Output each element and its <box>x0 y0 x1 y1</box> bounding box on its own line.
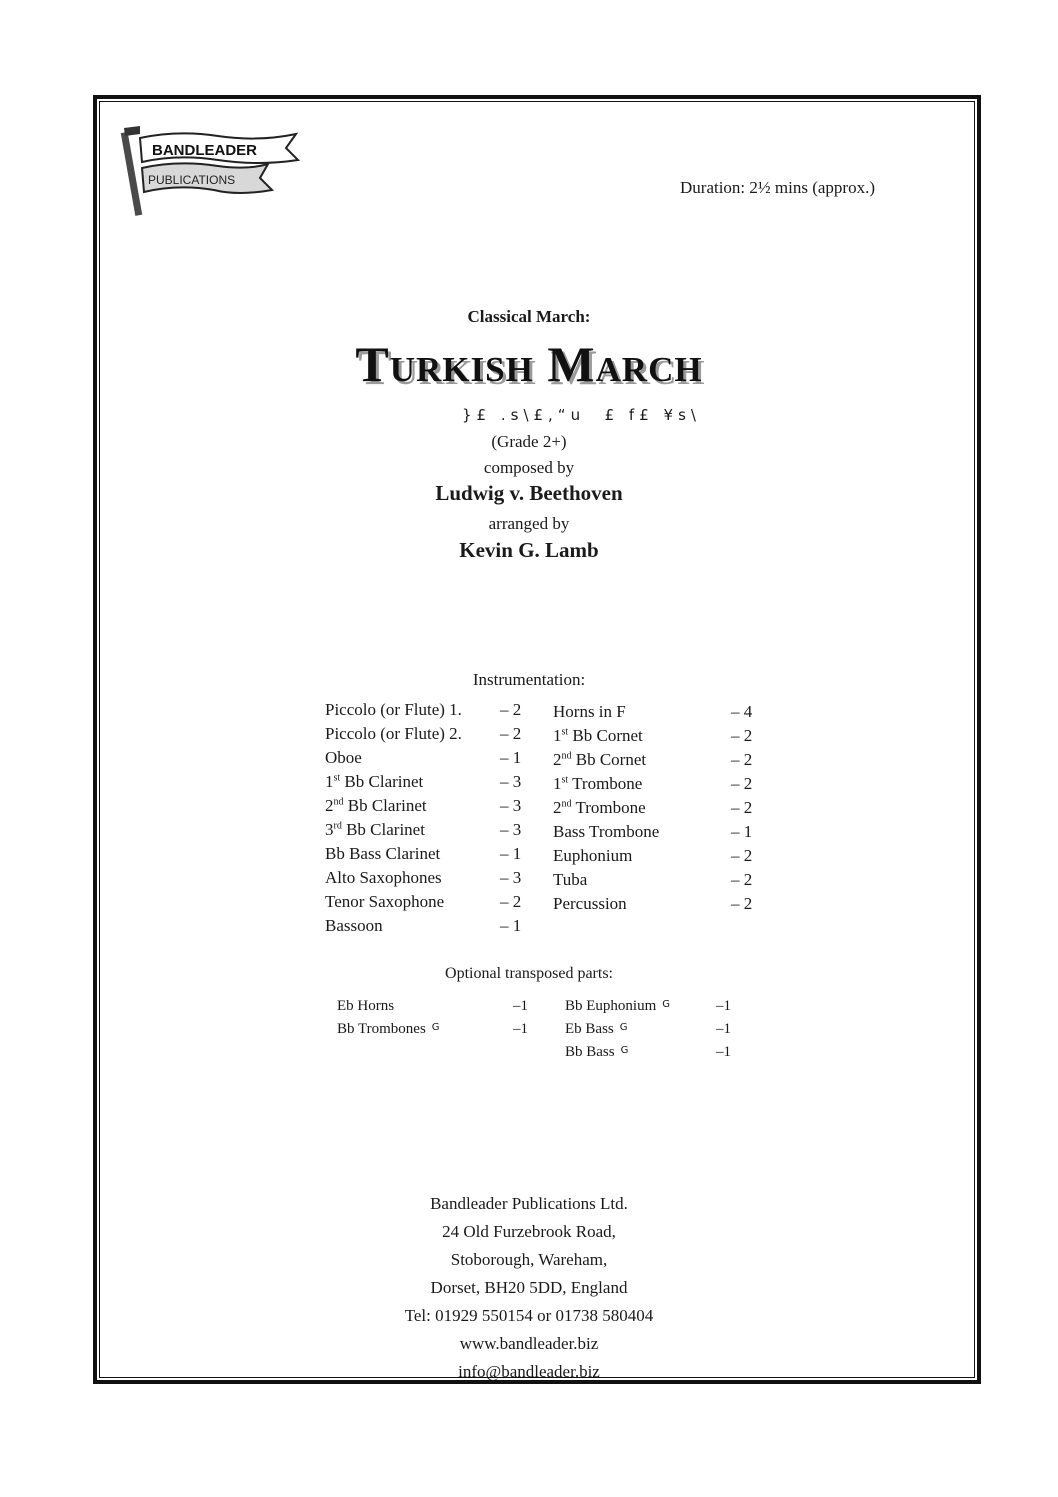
arranged-by-label: arranged by <box>488 514 570 533</box>
optional-part-quantity: –1 <box>513 998 528 1014</box>
instrument-name: 1st Trombone <box>553 774 643 793</box>
instrument-name: Oboe <box>325 748 362 767</box>
instrument-row <box>553 870 763 894</box>
optional-part-marker: G <box>620 1045 629 1056</box>
address-line: www.bandleader.biz <box>459 1334 599 1353</box>
ordinal-suffix: st <box>333 772 341 784</box>
instrument-row <box>553 846 763 870</box>
instrument-row <box>553 726 763 750</box>
instrument-quantity: – 2 <box>731 870 753 889</box>
instrument-quantity: – 3 <box>500 796 522 815</box>
instrument-row <box>553 822 763 846</box>
instrument-row <box>325 748 530 772</box>
ordinal-suffix: nd <box>561 750 572 762</box>
optional-part-name: Eb Bass $^G$ <box>565 1021 628 1037</box>
instrument-row <box>553 750 763 774</box>
optional-part-name: Bb Euphonium $^G$ <box>565 998 671 1014</box>
instrument-quantity: – 2 <box>500 724 522 743</box>
instrument-quantity: – 3 <box>500 772 522 791</box>
ordinal-suffix: nd <box>561 798 572 810</box>
optional-part-quantity: –1 <box>716 998 731 1014</box>
optional-part-row <box>337 1021 537 1044</box>
instrument-name: Horns in F <box>553 702 626 721</box>
optional-part-name: Bb Trombones $^G$ <box>337 1021 440 1037</box>
instrument-row <box>325 700 530 724</box>
ordinal-suffix: rd <box>333 820 342 832</box>
instrument-name: Tenor Saxophone <box>325 892 445 911</box>
instrument-name: 2nd Bb Clarinet <box>325 796 427 815</box>
instrument-row <box>325 916 530 940</box>
publisher-address <box>0 1190 1058 1386</box>
optional-part-row <box>565 1044 740 1067</box>
instrument-name: Bb Bass Clarinet <box>325 844 441 863</box>
instrument-quantity: – 1 <box>500 916 522 935</box>
instrument-name: Alto Saxophones <box>325 868 442 887</box>
optional-part-quantity: –1 <box>716 1044 731 1060</box>
optional-part-row <box>565 1021 740 1044</box>
garbled-subtitle: }£ .s\£,“u £ f£ ¥s\ <box>462 406 701 424</box>
address-line: Bandleader Publications Ltd. <box>430 1194 628 1213</box>
instrument-row <box>553 894 763 918</box>
instrumentation-left-column <box>325 700 530 940</box>
instrument-row <box>325 796 530 820</box>
optional-part-marker: G <box>431 1022 440 1033</box>
address-line: Dorset, BH20 5DD, England <box>430 1278 628 1297</box>
optional-parts-left-column <box>337 998 537 1044</box>
instrument-row <box>325 820 530 844</box>
address-line: 24 Old Furzebrook Road, <box>442 1222 616 1241</box>
svg-text:BANDLEADER: BANDLEADER <box>152 142 257 159</box>
duration: Duration: 2½ mins (approx.) <box>680 178 875 197</box>
instrument-name: Piccolo (or Flute) 2. <box>325 724 462 743</box>
instrument-name: Bass Trombone <box>553 822 660 841</box>
instrument-quantity: – 3 <box>500 868 522 887</box>
page-title: Turkish March <box>355 336 703 392</box>
instrument-name: Percussion <box>553 894 627 913</box>
optional-part-marker: G <box>662 999 671 1010</box>
page-border-inner <box>99 101 975 1378</box>
grade: (Grade 2+) <box>491 432 567 451</box>
instrument-quantity: – 2 <box>731 798 753 817</box>
optional-part-marker: G <box>619 1022 628 1033</box>
instrument-quantity: – 4 <box>731 702 753 721</box>
instrument-name: 3rd Bb Clarinet <box>325 820 425 839</box>
instrumentation-heading: Instrumentation: <box>472 670 586 689</box>
instrument-quantity: – 1 <box>731 822 753 841</box>
instrument-name: 1st Bb Cornet <box>553 726 643 745</box>
instrument-row <box>553 798 763 822</box>
instrument-quantity: – 2 <box>500 892 522 911</box>
instrument-quantity: – 3 <box>500 820 522 839</box>
instrument-quantity: – 2 <box>731 750 753 769</box>
instrument-name: Bassoon <box>325 916 383 935</box>
instrument-quantity: – 2 <box>731 774 753 793</box>
address-line: Tel: 01929 550154 or 01738 580404 <box>404 1306 654 1325</box>
optional-parts-right-column <box>565 998 740 1067</box>
composer-name: Ludwig v. Beethoven <box>435 481 623 505</box>
instrument-row <box>325 868 530 892</box>
optional-part-row <box>337 998 537 1021</box>
instrument-quantity: – 2 <box>731 894 753 913</box>
ordinal-suffix: nd <box>333 796 344 808</box>
optional-part-name: Eb Horns <box>337 998 395 1014</box>
composed-by-label: composed by <box>483 458 575 477</box>
bandleader-logo <box>118 120 308 220</box>
category-label: Classical March: <box>467 307 591 326</box>
optional-part-quantity: –1 <box>513 1021 528 1037</box>
address-line: Stoborough, Wareham, <box>450 1250 608 1269</box>
instrumentation-right-column <box>553 702 763 918</box>
instrument-name: 1st Bb Clarinet <box>325 772 424 791</box>
instrument-row <box>325 772 530 796</box>
instrument-quantity: – 2 <box>731 726 753 745</box>
instrument-name: Euphonium <box>553 846 633 865</box>
instrument-row <box>325 844 530 868</box>
ordinal-suffix: st <box>561 774 569 786</box>
optional-part-row <box>565 998 740 1021</box>
optional-part-quantity: –1 <box>716 1021 731 1037</box>
optional-parts-heading: Optional transposed parts: <box>445 965 613 982</box>
ordinal-suffix: st <box>561 726 569 738</box>
optional-part-name: Bb Bass $^G$ <box>565 1044 629 1060</box>
instrument-quantity: – 1 <box>500 844 522 863</box>
instrument-name: 2nd Trombone <box>553 798 646 817</box>
address-line: info@bandleader.biz <box>458 1362 600 1381</box>
instrument-row <box>325 892 530 916</box>
instrument-row <box>553 702 763 726</box>
instrument-quantity: – 1 <box>500 748 522 767</box>
arranger-name: Kevin G. Lamb <box>459 538 599 562</box>
instrument-quantity: – 2 <box>731 846 753 865</box>
instrument-name: 2nd Bb Cornet <box>553 750 647 769</box>
instrument-name: Tuba <box>553 870 588 889</box>
instrument-name: Piccolo (or Flute) 1. <box>325 700 462 719</box>
svg-text:PUBLICATIONS: PUBLICATIONS <box>148 173 236 187</box>
instrument-row <box>325 724 530 748</box>
instrument-quantity: – 2 <box>500 700 522 719</box>
instrument-row <box>553 774 763 798</box>
